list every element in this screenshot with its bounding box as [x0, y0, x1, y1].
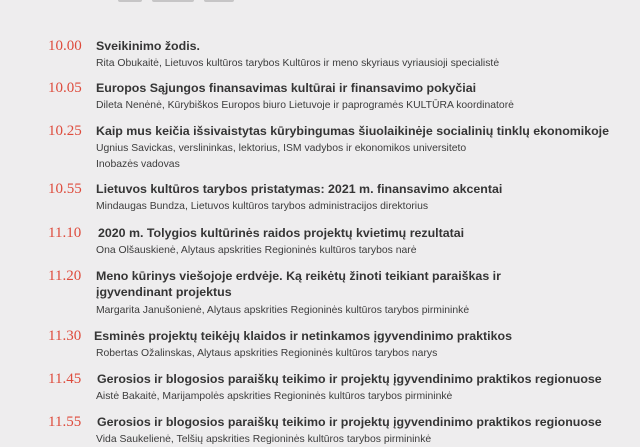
agenda-title: Meno kūrinys viešojoje erdvėje. Ką reikėtų žinoti teikiant paraiškas ir įgyvendinant projektus — [96, 269, 501, 299]
agenda-speaker: Dileta Nenėnė, Kūrybiškos Europos biuro Lietuvoje ir paprogramės KULTŪRA koordinatorė — [96, 100, 514, 111]
agenda-time: 11.55 — [48, 414, 82, 430]
agenda-speaker: Vida Saukelienė, Telšių apskrities Regioninės kultūros tarybos pirmininkė — [96, 434, 432, 445]
agenda-time: 11.45 — [48, 371, 82, 387]
agenda-time: 11.10 — [48, 225, 82, 241]
agenda-speaker: Rita Obukaitė, Lietuvos kultūros tarybos Kultūros ir meno skyriaus vyriausioji specialistė — [96, 58, 500, 69]
agenda-time: 10.00 — [48, 38, 82, 54]
agenda-title: Gerosios ir blogosios paraiškų teikimo ir projektų įgyvendinimo praktikos regionuose — [97, 415, 602, 429]
agenda-time: 11.30 — [48, 328, 82, 344]
agenda-speaker: Ugnius Savickas, verslininkas, lektorius, ISM vadybos ir ekonomikos universiteto — [96, 143, 467, 154]
agenda-title: 2020 m. Tolygios kultūrinės raidos projektų kvietimų rezultatai — [98, 226, 465, 240]
agenda-title: Sveikinimo žodis. — [96, 39, 200, 53]
agenda-title: Gerosios ir blogosios paraiškų teikimo ir projektų įgyvendinimo praktikos regionuose — [97, 372, 602, 386]
agenda-speaker: Ona Olšauskienė, Alytaus apskrities Regioninės kultūros tarybos narė — [96, 245, 417, 256]
agenda-speaker: Aistė Bakaitė, Marijampolės apskrities Regioninės kultūros tarybos pirmininkė — [96, 391, 453, 402]
agenda-title: Europos Sąjungos finansavimas kultūrai ir finansavimo pokyčiai — [96, 81, 477, 95]
agenda-time: 10.25 — [48, 123, 82, 139]
agenda-speaker: Margarita Janušonienė, Alytaus apskrities Regioninės kultūros tarybos pirmininkė — [96, 305, 470, 316]
agenda-speaker: Robertas Ožalinskas, Alytaus apskrities Regioninės kultūros tarybos narys — [96, 348, 438, 359]
agenda-title: Esminės projektų teikėjų klaidos ir netinkamos įgyvendinimo praktikos — [94, 329, 512, 343]
agenda-time: 10.55 — [48, 181, 82, 197]
agenda-title: Kaip mus keičia išsivaistytas kūrybingumas šiuolaikinėje socialinių tinklų ekonomikoje — [96, 124, 610, 138]
agenda-time: 11.20 — [48, 268, 82, 284]
previous-page-fragment — [118, 0, 258, 4]
agenda-speaker-continued: Inobazės vadovas — [96, 159, 180, 170]
agenda-speaker: Mindaugas Bundza, Lietuvos kultūros tarybos administracijos direktorius — [96, 201, 429, 212]
agenda-title: Lietuvos kultūros tarybos pristatymas: 2021 m. finansavimo akcentai — [96, 182, 503, 196]
agenda-time: 10.05 — [48, 80, 82, 96]
